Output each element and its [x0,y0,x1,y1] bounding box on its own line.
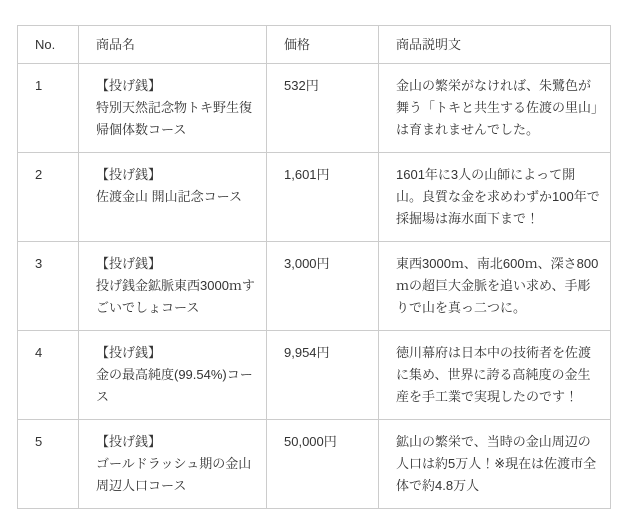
cell-product-name [79,420,267,509]
cell-description: 1601年に3人の山師によって開山。良質な金を求めわずか100年で採掘場は海水面下まで！ [379,153,611,242]
cell-description: 東西3000ｍ、南北600ｍ、深さ800ｍの超巨大金脈を追い求め、手彫りで山を真っ二つに。 [379,242,611,331]
table-row [18,64,611,153]
table-header-row [18,26,611,64]
col-header-description: 商品説明文 [379,26,611,64]
product-name-body: 金の最高純度(99.54%)コース [96,367,253,404]
product-name-prefix: 【投げ銭】 [96,345,162,360]
col-header-no: No. [18,26,79,64]
cell-no: 4 [18,331,79,420]
col-header-product-name: 商品名 [79,26,267,64]
product-name-body: 投げ銭金鉱脈東西3000ｍすごいでしょコース [96,278,255,315]
product-name-prefix: 【投げ銭】 [96,434,162,449]
table-row [18,420,611,509]
product-name-body: ゴールドラッシュ期の金山周辺人口コース [96,456,252,493]
cell-description: 鉱山の繁栄で、当時の金山周辺の人口は約5万人！※現在は佐渡市全体で約4.8万人 [379,420,611,509]
cell-price: 3,000円 [267,242,379,331]
cell-price: 9,954円 [267,331,379,420]
cell-product-name [79,64,267,153]
cell-price: 50,000円 [267,420,379,509]
product-name-body: 特別天然記念物トキ野生復帰個体数コース [96,100,253,137]
product-name-prefix: 【投げ銭】 [96,167,162,182]
product-name-body: 佐渡金山 開山記念コース [96,189,242,204]
table-row [18,331,611,420]
col-header-price: 価格 [267,26,379,64]
cell-no: 1 [18,64,79,153]
table-row [18,242,611,331]
cell-price: 532円 [267,64,379,153]
cell-no: 2 [18,153,79,242]
cell-product-name [79,331,267,420]
cell-description: 金山の繁栄がなければ、朱鷺色が舞う「トキと共生する佐渡の里山」は育まれませんでした。 [379,64,611,153]
cell-product-name [79,153,267,242]
product-table [17,25,611,509]
table-row [18,153,611,242]
cell-price: 1,601円 [267,153,379,242]
cell-product-name [79,242,267,331]
product-name-prefix: 【投げ銭】 [96,256,162,271]
cell-no: 5 [18,420,79,509]
cell-description: 徳川幕府は日本中の技術者を佐渡に集め、世界に誇る高純度の金生産を手工業で実現したのです！ [379,331,611,420]
cell-no: 3 [18,242,79,331]
product-name-prefix: 【投げ銭】 [96,78,162,93]
